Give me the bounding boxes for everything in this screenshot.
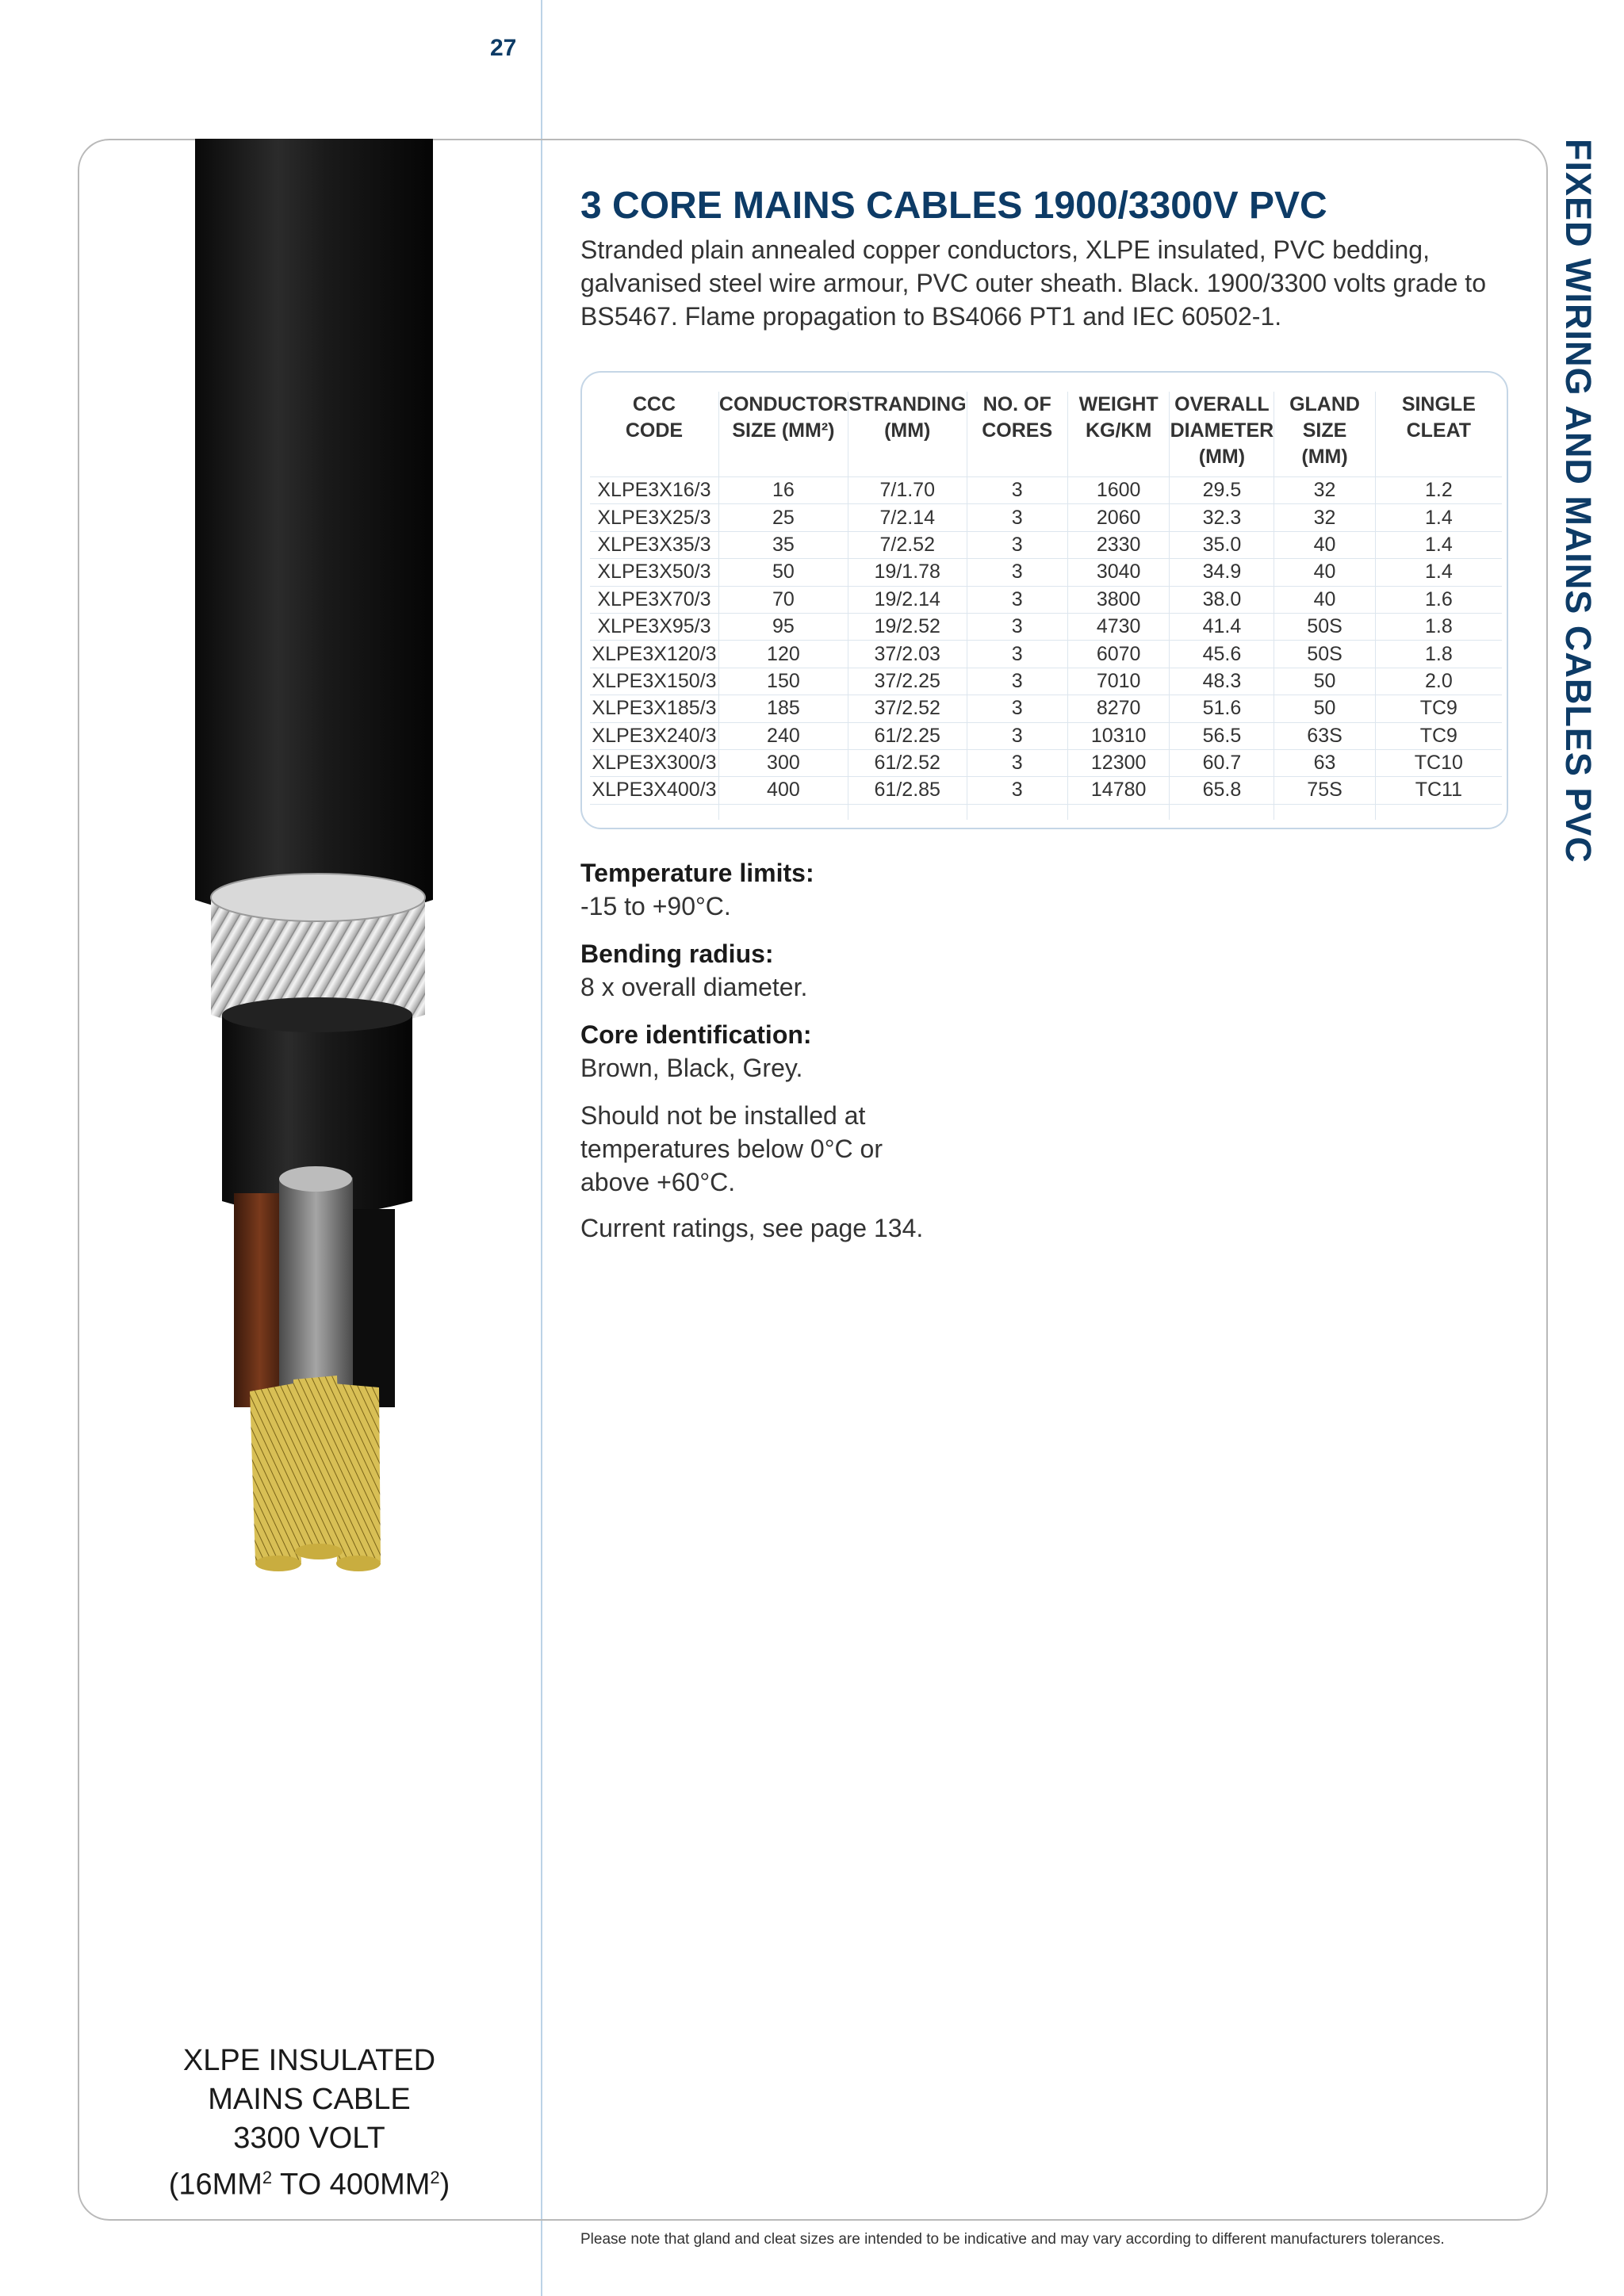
table-cell: 2.0 [1375, 668, 1502, 695]
table-cell: 3 [967, 641, 1067, 668]
table-cell: 3 [967, 477, 1067, 504]
table-cell: 3 [967, 504, 1067, 531]
table-cell: 3 [967, 722, 1067, 749]
column-header [1274, 392, 1375, 477]
table-row [590, 559, 1502, 586]
table-cell: XLPE3X35/3 [590, 531, 718, 558]
table-cell: TC9 [1375, 695, 1502, 722]
caption-sup-1: 2 [262, 2168, 273, 2187]
table-cell: 37/2.03 [848, 641, 967, 668]
table-cell: 7/2.52 [848, 531, 967, 558]
column-header-line [1068, 444, 1170, 470]
table-cell: 3 [967, 749, 1067, 776]
cable-caption [127, 2042, 492, 2205]
spec-table-container [580, 371, 1508, 829]
column-header [1375, 392, 1502, 477]
column-header-line: CONDUCTOR [718, 393, 848, 415]
footnote: Please note that gland and cleat sizes are intended to be indicative and may vary according to different manufacturers tolerances. [580, 2231, 1445, 2248]
bending-label: Bending radius: [580, 939, 774, 968]
table-cell: TC10 [1375, 749, 1502, 776]
table-cell: 60.7 [1170, 749, 1274, 776]
table-cell: 14780 [1067, 777, 1170, 804]
temperature-block [580, 856, 1453, 923]
page-number: 27 [490, 35, 517, 61]
column-header-line: CLEAT [1406, 419, 1472, 442]
table-cell: 2330 [1067, 531, 1170, 558]
table-cell: 37/2.52 [848, 695, 967, 722]
table-row [590, 613, 1502, 640]
table-cell: 63S [1274, 722, 1375, 749]
table-cell: 19/1.78 [848, 559, 967, 586]
column-header-line: KG/KM [1085, 419, 1152, 442]
table-row [590, 531, 1502, 558]
table-cell: 61/2.85 [848, 777, 967, 804]
table-cell: 40 [1274, 531, 1375, 558]
table-row [590, 504, 1502, 531]
table-cell: 61/2.52 [848, 749, 967, 776]
table-spacer-cell [590, 804, 718, 820]
table-cell: 50S [1274, 641, 1375, 668]
core-value: Brown, Black, Grey. [580, 1054, 803, 1082]
table-row [590, 722, 1502, 749]
core-identification-block [580, 1018, 1453, 1085]
column-header-line [848, 444, 967, 470]
table-row [590, 586, 1502, 613]
table-cell: 70 [718, 586, 848, 613]
caption-size-start: (16MM [168, 2168, 262, 2202]
column-header [967, 392, 1067, 477]
column-header-line: (MM) [1301, 446, 1348, 468]
caption-close-paren: ) [439, 2168, 450, 2202]
column-header-line: SINGLE [1401, 393, 1476, 415]
table-cell: 65.8 [1170, 777, 1274, 804]
bending-block [580, 937, 1453, 1004]
table-cell: 120 [718, 641, 848, 668]
table-cell: TC9 [1375, 722, 1502, 749]
table-cell: XLPE3X300/3 [590, 749, 718, 776]
column-header-line: GLAND [1289, 393, 1360, 415]
table-cell: 1.4 [1375, 504, 1502, 531]
bending-value: 8 x overall diameter. [580, 973, 808, 1001]
table-cell: 185 [718, 695, 848, 722]
table-cell: XLPE3X150/3 [590, 668, 718, 695]
table-cell: XLPE3X95/3 [590, 613, 718, 640]
table-cell: 1.4 [1375, 559, 1502, 586]
column-header-line: OVERALL [1174, 393, 1270, 415]
column-header-line [1376, 444, 1502, 470]
side-section-title [1553, 139, 1608, 939]
column-header-line [967, 444, 1067, 470]
table-spacer-cell [1274, 804, 1375, 820]
table-cell: XLPE3X400/3 [590, 777, 718, 804]
table-cell: 95 [718, 613, 848, 640]
column-header-line: SIZE [1302, 419, 1347, 442]
table-spacer-cell [1170, 804, 1274, 820]
table-row [590, 641, 1502, 668]
temperature-value: -15 to +90°C. [580, 892, 731, 920]
table-cell: 6070 [1067, 641, 1170, 668]
table-cell: 3 [967, 668, 1067, 695]
table-cell: XLPE3X120/3 [590, 641, 718, 668]
table-spacer-cell [1375, 804, 1502, 820]
caption-sup-2: 2 [430, 2168, 440, 2187]
table-cell: 25 [718, 504, 848, 531]
table-cell: 48.3 [1170, 668, 1274, 695]
table-cell: 3800 [1067, 586, 1170, 613]
table-cell: 10310 [1067, 722, 1170, 749]
table-cell: 1.2 [1375, 477, 1502, 504]
table-cell: 3 [967, 613, 1067, 640]
table-cell: 50 [1274, 668, 1375, 695]
column-header-line: STRANDING [848, 393, 967, 415]
table-header-row [590, 392, 1502, 477]
table-cell: XLPE3X50/3 [590, 559, 718, 586]
table-cell: 35.0 [1170, 531, 1274, 558]
table-cell: XLPE3X240/3 [590, 722, 718, 749]
column-header-line: CODE [625, 419, 684, 442]
table-cell: 3 [967, 559, 1067, 586]
table-cell: 2060 [1067, 504, 1170, 531]
table-cell: 1.8 [1375, 641, 1502, 668]
table-cell: 75S [1274, 777, 1375, 804]
column-header-line [590, 444, 718, 470]
install-note: Should not be installed at temperatures below 0°C or above +60°C. [580, 1101, 883, 1196]
table-cell: 16 [718, 477, 848, 504]
table-cell: 4730 [1067, 613, 1170, 640]
table-spacer-cell [1067, 804, 1170, 820]
caption-line-4 [127, 2158, 492, 2205]
table-spacer-row [590, 804, 1502, 820]
table-cell: 240 [718, 722, 848, 749]
table-cell: 3 [967, 695, 1067, 722]
table-cell: 37/2.25 [848, 668, 967, 695]
table-cell: 29.5 [1170, 477, 1274, 504]
column-header-line: DIAMETER [1170, 419, 1274, 442]
table-row [590, 749, 1502, 776]
column-header-line: (MM) [884, 419, 931, 442]
cable-illustration [174, 139, 460, 1582]
table-cell: 12300 [1067, 749, 1170, 776]
table-cell: 56.5 [1170, 722, 1274, 749]
table-cell: 400 [718, 777, 848, 804]
column-header [590, 392, 718, 477]
table-cell: 3040 [1067, 559, 1170, 586]
table-cell: 32 [1274, 477, 1375, 504]
table-cell: 7010 [1067, 668, 1170, 695]
table-cell: 35 [718, 531, 848, 558]
table-cell: 7/1.70 [848, 477, 967, 504]
table-cell: 1600 [1067, 477, 1170, 504]
table-cell: 40 [1274, 586, 1375, 613]
table-cell: 300 [718, 749, 848, 776]
core-label: Core identification: [580, 1020, 812, 1049]
table-cell: 1.8 [1375, 613, 1502, 640]
table-row [590, 668, 1502, 695]
column-header [1170, 392, 1274, 477]
table-cell: TC11 [1375, 777, 1502, 804]
column-header-line: SIZE (MM²) [732, 419, 835, 442]
table-cell: XLPE3X185/3 [590, 695, 718, 722]
column-header [718, 392, 848, 477]
table-cell: 3 [967, 531, 1067, 558]
table-cell: XLPE3X25/3 [590, 504, 718, 531]
table-cell: 38.0 [1170, 586, 1274, 613]
table-cell: 50 [718, 559, 848, 586]
column-header-line: CORES [982, 419, 1053, 442]
table-cell: 41.4 [1170, 613, 1274, 640]
table-cell: 7/2.14 [848, 504, 967, 531]
column-header [1067, 392, 1170, 477]
caption-line-3: 3300 VOLT [233, 2122, 385, 2155]
table-cell: 61/2.25 [848, 722, 967, 749]
table-cell: 3 [967, 586, 1067, 613]
table-cell: 19/2.52 [848, 613, 967, 640]
column-header-line: WEIGHT [1078, 393, 1159, 415]
table-cell: 63 [1274, 749, 1375, 776]
temperature-label: Temperature limits: [580, 859, 814, 887]
table-spacer-cell [967, 804, 1067, 820]
table-cell: 50S [1274, 613, 1375, 640]
table-cell: 1.6 [1375, 586, 1502, 613]
caption-size-end: TO 400MM [272, 2168, 431, 2202]
product-title: 3 CORE MAINS CABLES 1900/3300V PVC [580, 185, 1327, 227]
table-cell: 3 [967, 777, 1067, 804]
table-row [590, 695, 1502, 722]
table-cell: 34.9 [1170, 559, 1274, 586]
column-header [848, 392, 967, 477]
column-header-line: NO. OF [982, 393, 1051, 415]
table-row [590, 477, 1502, 504]
table-cell: XLPE3X16/3 [590, 477, 718, 504]
table-cell: 51.6 [1170, 695, 1274, 722]
table-cell: 50 [1274, 695, 1375, 722]
table-cell: 45.6 [1170, 641, 1274, 668]
table-spacer-cell [718, 804, 848, 820]
column-header-line: (MM) [1198, 446, 1246, 468]
table-cell: 32.3 [1170, 504, 1274, 531]
table-cell: 19/2.14 [848, 586, 967, 613]
spec-table [590, 392, 1502, 820]
caption-line-1: XLPE INSULATED [182, 2044, 436, 2077]
table-body [590, 477, 1502, 821]
side-title-text: FIXED WIRING AND MAINS CABLES PVC [1558, 139, 1599, 863]
caption-line-2: MAINS CABLE [208, 2083, 411, 2116]
table-cell: 32 [1274, 504, 1375, 531]
table-cell: 8270 [1067, 695, 1170, 722]
column-header-line: CCC [632, 393, 676, 415]
table-cell: XLPE3X70/3 [590, 586, 718, 613]
table-cell: 150 [718, 668, 848, 695]
column-header-line [719, 444, 848, 470]
table-row [590, 777, 1502, 804]
table-cell: 40 [1274, 559, 1375, 586]
table-cell: 1.4 [1375, 531, 1502, 558]
ratings-note: Current ratings, see page 134. [580, 1214, 924, 1242]
table-spacer-cell [848, 804, 967, 820]
product-description: Stranded plain annealed copper conductors, XLPE insulated, PVC bedding, galvanised steel wire armour, PVC outer sheath. Black. 1900/3300 volts grade to BS5467. Flame propagation to BS4066 PT1 and IEC 60502-1. [580, 235, 1486, 331]
